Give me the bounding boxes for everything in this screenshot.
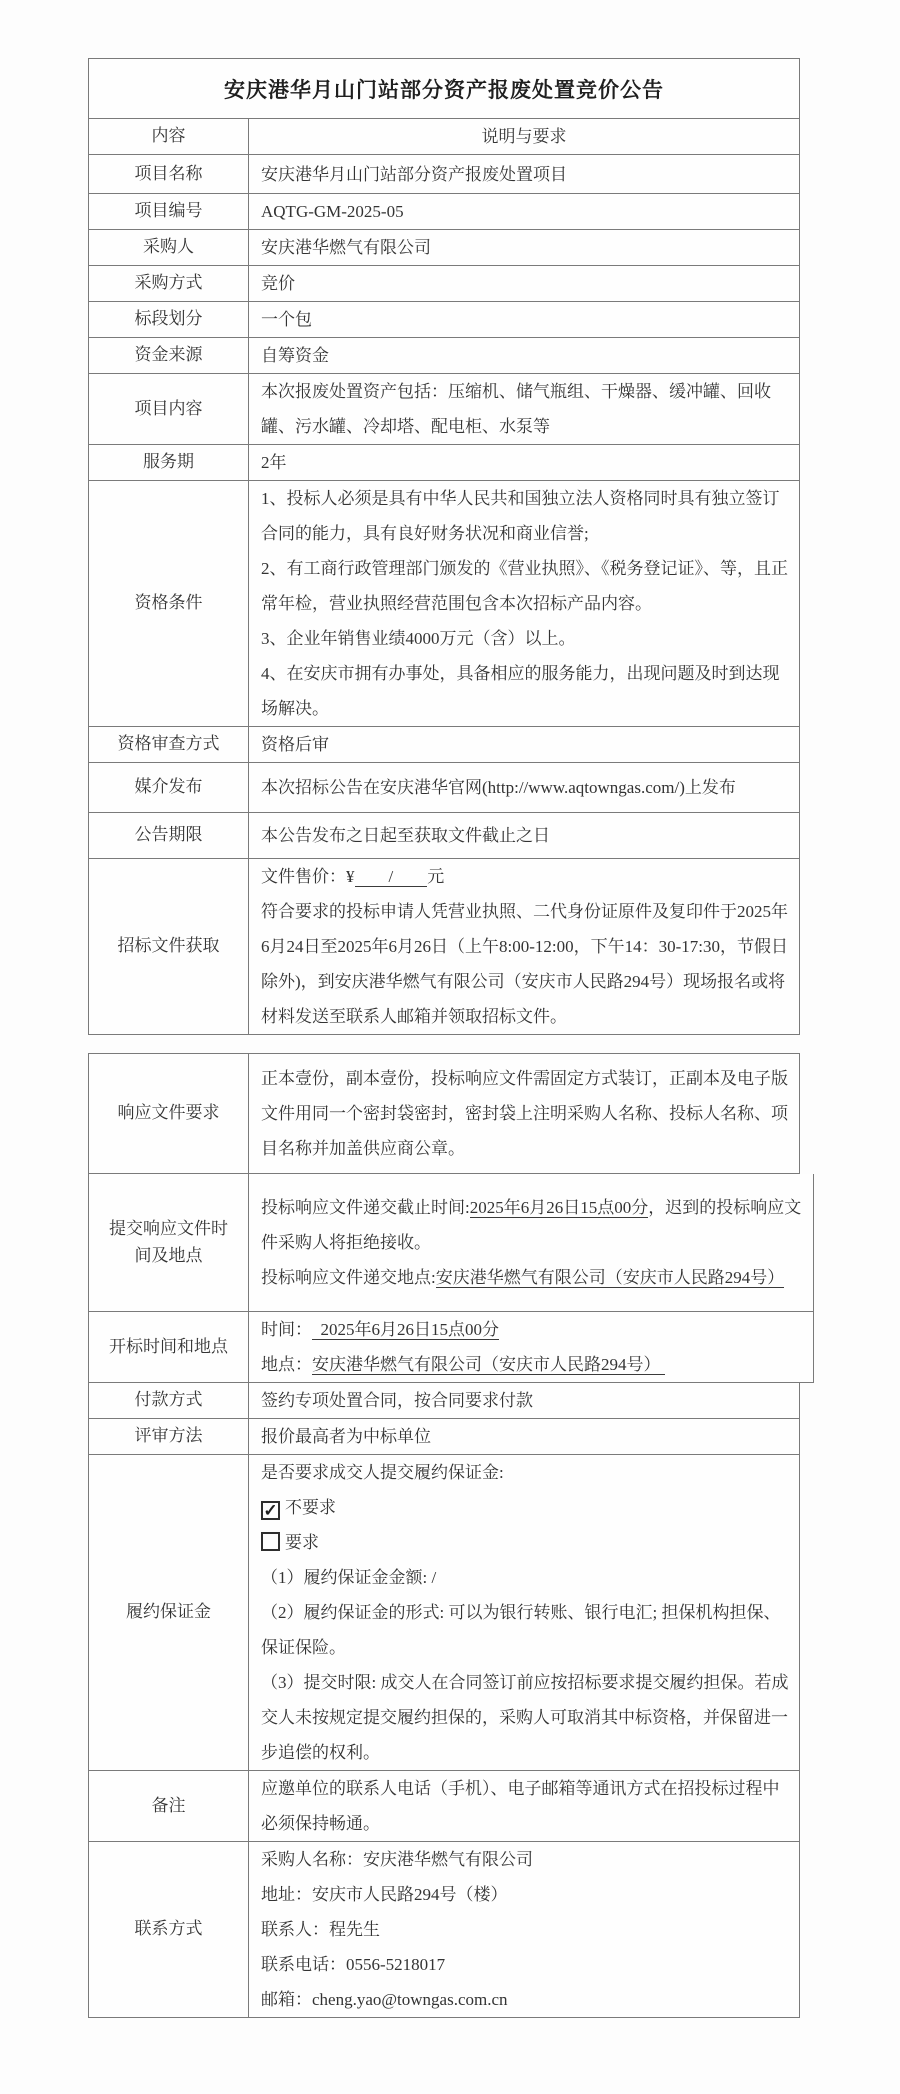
row-value <box>249 763 799 812</box>
opening-place-label: 地点： <box>261 1355 312 1374</box>
evaluation-text: 报价最高者为中标单位 <box>261 1427 431 1446</box>
row-review-method <box>88 727 800 763</box>
row-opening-time-place <box>88 1312 814 1383</box>
row-value <box>249 338 799 373</box>
title-row <box>88 58 800 119</box>
row-label: 项目内容 <box>89 374 249 444</box>
checkbox-unchecked-icon <box>261 1532 280 1551</box>
row-value <box>249 1383 799 1418</box>
row-value <box>249 1312 813 1382</box>
header-label: 内容 <box>89 119 249 154</box>
row-doc-obtain <box>88 859 800 1035</box>
bond-option-yes-label: 要求 <box>285 1533 319 1552</box>
header-value <box>249 119 799 154</box>
bond-item-1: （1）履约保证金金额: / <box>261 1568 437 1587</box>
row-value <box>249 302 799 337</box>
row-project-content <box>88 374 800 445</box>
bond-option-no-label: 不要求 <box>285 1498 336 1517</box>
contact-phone-line: 联系电话：0556-5218017 <box>261 1955 446 1974</box>
qualification-item-1: 1、投标人必须是具有中华人民共和国独立法人资格同时具有独立签订合同的能力，具有良好财务状况和商业信誉; <box>261 489 780 543</box>
doc-price-line <box>261 859 789 894</box>
row-project-no <box>88 194 800 230</box>
table-header-row <box>88 119 800 155</box>
doc-price-prefix: 文件售价：¥ <box>261 867 355 886</box>
row-lots <box>88 302 800 338</box>
row-purchaser <box>88 230 800 266</box>
submit-place-line <box>261 1260 803 1295</box>
row-value <box>249 1419 799 1454</box>
row-contact <box>88 1842 800 2018</box>
funds-text: 自筹资金 <box>261 346 329 365</box>
row-label: 采购人 <box>89 230 249 265</box>
table-gap <box>0 1035 900 1053</box>
submit-deadline-suffix: ，迟到的投标响应文件采购人将拒绝接收。 <box>261 1198 802 1252</box>
contact-purchaser-line: 采购人名称：安庆港华燃气有限公司 <box>261 1850 533 1869</box>
row-value <box>249 1455 799 1770</box>
contact-email-line: 邮箱：cheng.yao@towngas.com.cn <box>261 1990 508 2009</box>
row-project-name <box>88 155 800 194</box>
row-value <box>249 1054 799 1173</box>
contact-address-line: 地址：安庆市人民路294号（楼） <box>261 1885 508 1904</box>
submit-place-prefix: 投标响应文件递交地点: <box>261 1268 436 1287</box>
opening-place-value: 安庆港华燃气有限公司（安庆市人民路294号） <box>312 1355 665 1374</box>
opening-time-line <box>261 1312 803 1347</box>
row-label: 开标时间和地点 <box>89 1312 249 1382</box>
submit-deadline-prefix: 投标响应文件递交截止时间: <box>261 1198 470 1217</box>
row-label: 公告期限 <box>89 813 249 858</box>
opening-place-line <box>261 1347 803 1382</box>
submit-deadline-value: 2025年6月26日15点00分 <box>469 1198 649 1217</box>
checkbox-checked-icon <box>261 1501 280 1520</box>
row-value <box>249 194 799 229</box>
row-remark <box>88 1771 800 1842</box>
row-value <box>249 374 799 444</box>
row-label: 联系方式 <box>89 1842 249 2017</box>
row-label: 资金来源 <box>89 338 249 373</box>
row-label: 履约保证金 <box>89 1455 249 1770</box>
announcement-table-bottom <box>88 1053 800 2018</box>
doc-price-suffix: 元 <box>427 867 445 886</box>
row-funds <box>88 338 800 374</box>
remark-text: 应邀单位的联系人电话（手机）、电子邮箱等通讯方式在招投标过程中必须保持畅通。 <box>261 1779 780 1833</box>
row-method <box>88 266 800 302</box>
qualification-item-2: 2、有工商行政管理部门颁发的《营业执照》、《税务登记证》、等，且正常年检，营业执照经营范围包含本次招标产品内容。 <box>261 559 788 613</box>
qualification-item-3: 3、企业年销售业绩4000万元（含）以上。 <box>261 629 576 648</box>
row-submit-time-place <box>88 1174 814 1312</box>
method-text: 竞价 <box>261 274 295 293</box>
row-label: 付款方式 <box>89 1383 249 1418</box>
row-label: 招标文件获取 <box>89 859 249 1034</box>
row-label: 项目编号 <box>89 194 249 229</box>
lots-text: 一个包 <box>261 310 312 329</box>
row-value <box>249 859 799 1034</box>
row-label: 资格审查方式 <box>89 727 249 762</box>
row-announcement-period <box>88 813 800 859</box>
row-value <box>249 481 799 726</box>
project-no-text: AQTG-GM-2025-05 <box>261 202 404 221</box>
row-response-requirements <box>88 1053 800 1174</box>
header-value-text: 说明与要求 <box>481 127 567 146</box>
row-service-period <box>88 445 800 481</box>
row-value <box>249 813 799 858</box>
row-label: 项目名称 <box>89 155 249 193</box>
row-label: 响应文件要求 <box>89 1054 249 1173</box>
bond-item-2: （2）履约保证金的形式: 可以为银行转账、银行电汇; 担保机构担保、保证保险。 <box>261 1603 781 1657</box>
row-qualification <box>88 481 800 727</box>
response-requirements-text: 正本壹份，副本壹份，投标响应文件需固定方式装订，正副本及电子版文件用同一个密封袋密封，密封袋上注明采购人名称、投标人名称、项目名称并加盖供应商公章。 <box>261 1069 788 1158</box>
row-label: 媒介发布 <box>89 763 249 812</box>
qualification-item-4: 4、在安庆市拥有办事处，具备相应的服务能力，出现问题及时到达现场解决。 <box>261 664 780 718</box>
doc-obtain-text: 符合要求的投标申请人凭营业执照、二代身份证原件及复印件于2025年6月24日至2025年6月26日（上午8:00-12:00，下午14：30-17:30，节假日除外)，到安庆港华燃气有限公司（安庆市人民路294号）现场报名或将材料发送至联系人邮箱并领取招标文件。 <box>261 902 788 1026</box>
submit-deadline-line <box>261 1190 803 1260</box>
contact-person-line: 联系人：程先生 <box>261 1920 380 1939</box>
review-method-text: 资格后审 <box>261 735 329 754</box>
row-value <box>249 266 799 301</box>
row-value <box>249 1842 799 2017</box>
row-performance-bond <box>88 1455 800 1771</box>
project-name-text: 安庆港华月山门站部分资产报废处置项目 <box>261 164 567 184</box>
row-label: 采购方式 <box>89 266 249 301</box>
row-value <box>249 445 799 480</box>
row-media <box>88 763 800 813</box>
row-evaluation <box>88 1419 800 1455</box>
row-label: 服务期 <box>89 445 249 480</box>
row-value <box>249 727 799 762</box>
payment-text: 签约专项处置合同，按合同要求付款 <box>261 1391 533 1410</box>
bond-intro-text: 是否要求成交人提交履约保证金: <box>261 1463 504 1482</box>
row-label: 提交响应文件时间及地点 <box>89 1174 249 1311</box>
bond-option-yes <box>261 1525 789 1560</box>
row-label: 评审方法 <box>89 1419 249 1454</box>
announcement-period-text: 本公告发布之日起至获取文件截止之日 <box>261 826 550 845</box>
check-mark-icon: ✓ <box>263 1501 278 1520</box>
row-label: 标段划分 <box>89 302 249 337</box>
row-value <box>249 155 799 193</box>
row-value <box>249 1771 799 1841</box>
row-payment <box>88 1383 800 1419</box>
purchaser-text: 安庆港华燃气有限公司 <box>261 238 431 257</box>
submit-place-value: 安庆港华燃气有限公司（安庆市人民路294号） <box>435 1268 785 1287</box>
doc-price-blank: / <box>354 867 428 886</box>
media-text: 本次招标公告在安庆港华官网(http://www.aqtowngas.com/)上发布 <box>261 778 736 797</box>
project-content-text: 本次报废处置资产包括：压缩机、储气瓶组、干燥器、缓冲罐、回收罐、污水罐、冷却塔、配电柜、水泵等 <box>261 382 771 436</box>
announcement-table-top <box>88 58 800 1035</box>
row-value <box>249 230 799 265</box>
row-value <box>249 1174 813 1311</box>
row-label: 备注 <box>89 1771 249 1841</box>
opening-time-label: 时间： <box>261 1320 312 1339</box>
page-title: 安庆港华月山门站部分资产报废处置竞价公告 <box>224 77 664 102</box>
row-label: 资格条件 <box>89 481 249 726</box>
bond-item-3: （3）提交时限: 成交人在合同签订前应按招标要求提交履约担保。若成交人未按规定提交履约担保的，采购人可取消其中标资格，并保留进一步追偿的权利。 <box>261 1673 789 1762</box>
opening-time-value: 2025年6月26日15点00分 <box>312 1320 499 1339</box>
bond-option-no <box>261 1490 789 1525</box>
service-period-text: 2年 <box>261 453 287 472</box>
